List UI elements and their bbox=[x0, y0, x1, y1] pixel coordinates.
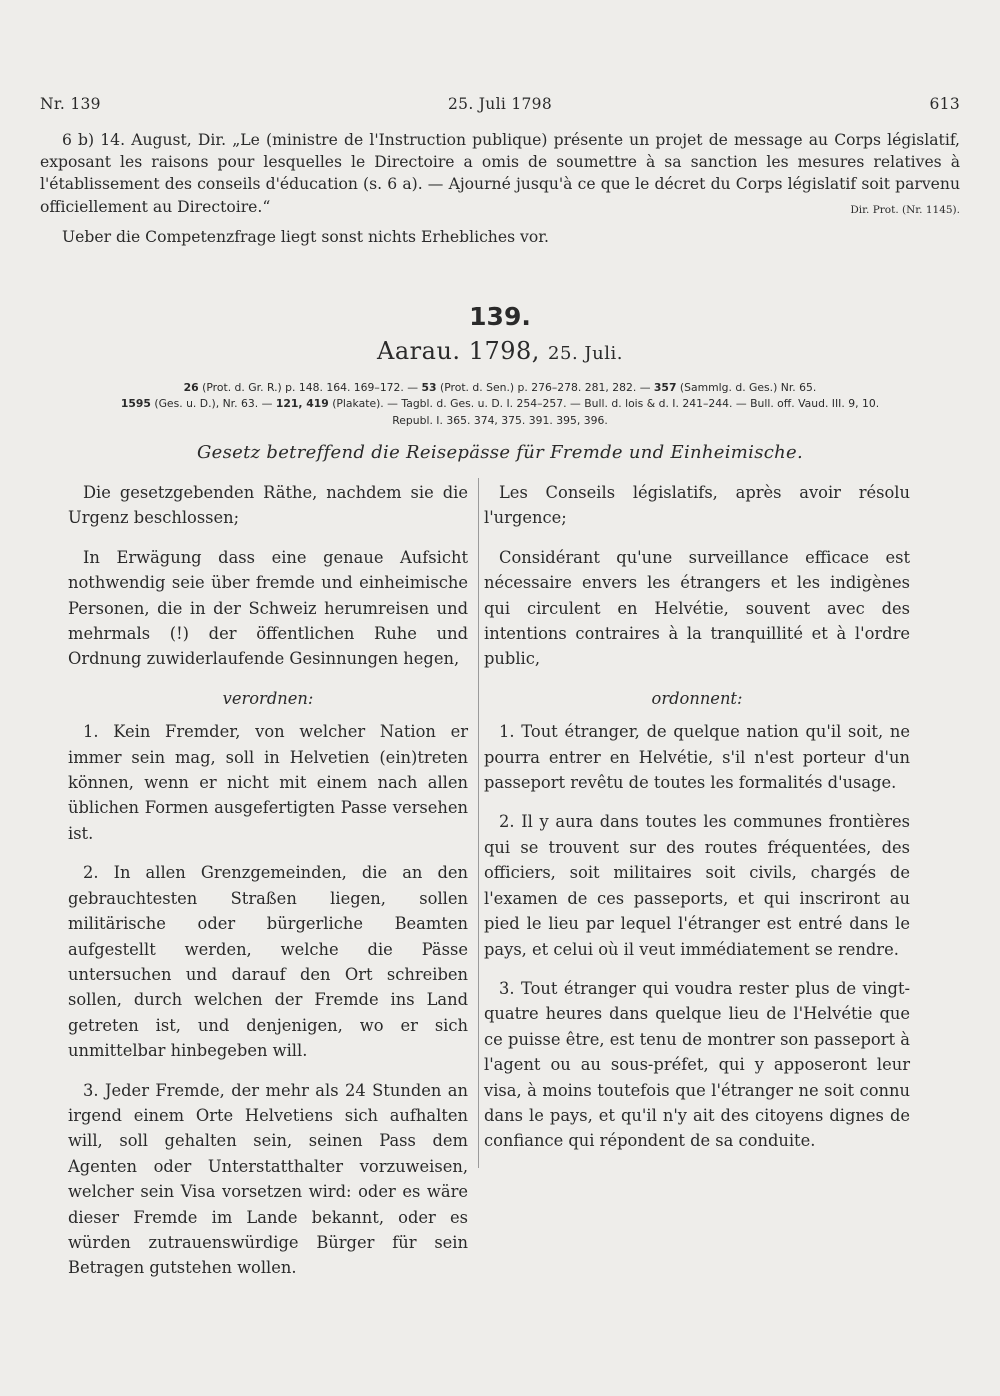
french-preamble-1: Les Conseils législatifs, après avoir résolu l'urgence; bbox=[484, 483, 910, 528]
german-decree: verordnen: bbox=[222, 688, 314, 708]
document-dateline bbox=[0, 337, 1000, 365]
reference-text: (Ges. u. D.), Nr. 63. — bbox=[150, 397, 276, 411]
french-article-2: 2. Il y aura dans toutes les communes frontières qui se trouvent sur des routes fréquentées, des officiers, soit militaires soit civils, chargés de l'examen de ces passeports, et qui inscriront au pied le lieu par lequel l'étranger est entré dans le pays, et celui où il veut immédiatement se rendre. bbox=[484, 812, 910, 959]
french-article-3: 3. Tout étranger qui voudra rester plus de vingt-quatre heures dans quelque lieu de l'Helvétie que ce puisse être, est tenu de montrer son passeport à l'agent ou au sous-préfet, qui y apposeront leur visa, à moins toutefois que l'étranger ne soit connu dans le pays, et qu'il n'y ait des citoyens dignes de confiance qui répondent de sa conduite. bbox=[484, 978, 910, 1151]
reference-text: (Sammlg. d. Ges.) Nr. 65. bbox=[676, 381, 817, 394]
intro-paragraph bbox=[40, 129, 960, 218]
document-number: 139. bbox=[469, 302, 531, 331]
document-place: Aarau. bbox=[377, 337, 461, 365]
reference-line-2 bbox=[40, 396, 960, 412]
german-preamble-2: In Erwägung dass eine genaue Aufsicht nothwendig seie über fremde und einheimische Personen, die in der Schweiz herumreisen und mehrmals (!) der öffentlichen Ruhe und Ordnung zuwiderlaufende Gesinnungen hegen, bbox=[68, 547, 468, 669]
reference-text: (Prot. d. Gr. R.) p. 148. 164. 169–172. — bbox=[198, 381, 422, 394]
source-references bbox=[40, 380, 960, 429]
document-day: 25. Juli. bbox=[548, 343, 623, 364]
german-article-3: 3. Jeder Fremde, der mehr als 24 Stunden an irgend einem Orte Helvetiens sich aufhalten will, soll gehalten sein, seinen Pass dem Agenten oder Unterstatthalter vorzuweisen, welcher sein Visa vorsetzen wird: oder es wäre dieser Fremde im Lande bekannt, oder es würden zutrauenswürdige Bürger für sein Betragen gutstehen wollen. bbox=[68, 1080, 468, 1278]
german-column bbox=[68, 480, 468, 1295]
german-article-2: 2. In allen Grenzgemeinden, die an den gebrauchtesten Straßen liegen, sollen militärische oder bürgerliche Beamten aufgestellt werden, welche die Pässe untersuchen und darauf den Ort schreiben sollen, durch welchen der Fremde ins Land getreten ist, und denjenigen, wo er sich unmittelbar hinbegeben will. bbox=[68, 863, 468, 1061]
running-header bbox=[40, 95, 960, 117]
intro-note: Ueber die Competenzfrage liegt sonst nichts Erhebliches vor. bbox=[62, 227, 549, 246]
german-article-1: 1. Kein Fremder, von welcher Nation er immer sein mag, soll in Helvetien (ein)treten können, wenn er nicht mit einem nach allen üblichen Formen ausgefertigten Passe versehen ist. bbox=[68, 722, 468, 843]
french-column bbox=[484, 480, 910, 1168]
reference-bold: 53 bbox=[421, 381, 437, 394]
french-preamble-2: Considérant qu'une surveillance efficace est nécessaire envers les étrangers et les indigènes qui circulent en Helvétie, souvent avec des intentions contraires à la tranquillité et à l'ordre public, bbox=[484, 547, 910, 669]
law-title: Gesetz betreffend die Reisepässe für Fremde und Einheimische. bbox=[196, 442, 804, 463]
reference-bold: 26 bbox=[183, 381, 199, 394]
intro-section bbox=[40, 129, 960, 248]
reference-text: (Plakate). — Tagbl. d. Ges. u. D. I. 254–257. — Bull. d. lois & d. I. 241–244. — Bull. off. Vaud. III. 9, 10. bbox=[328, 397, 880, 411]
header-date: 25. Juli 1798 bbox=[448, 95, 552, 113]
document-year: 1798, bbox=[468, 337, 540, 365]
intro-source: Dir. Prot. (Nr. 1145). bbox=[850, 203, 960, 216]
reference-line-1 bbox=[40, 380, 960, 396]
reference-bold: 1595 bbox=[120, 397, 151, 411]
header-document-number: Nr. 139 bbox=[40, 95, 101, 113]
intro-paragraph-text: 6 b) 14. August, Dir. „Le (ministre de l'Instruction publique) présente un projet de message au Corps législatif, exposant les raisons pour lesquelles le Directoire a omis de soumettre à sa sanction les mesures relatives à l'établissement des conseils d'éducation (s. 6 a). — Ajourné jusqu'à ce que le décret du Corps législatif soit parvenu officiellement au Directoire.“ bbox=[40, 131, 960, 216]
reference-bold: 357 bbox=[653, 381, 677, 394]
reference-line-3: Republ. I. 365. 374, 375. 391. 395, 396. bbox=[392, 413, 608, 427]
german-preamble-1: Die gesetzgebenden Räthe, nachdem sie die Urgenz beschlossen; bbox=[68, 483, 468, 528]
column-divider bbox=[478, 478, 479, 1168]
french-article-1: 1. Tout étranger, de quelque nation qu'il soit, ne pourra entrer en Helvétie, s'il n'est porteur d'un passeport revêtu de toutes les formalités d'usage. bbox=[484, 722, 910, 793]
reference-text: (Prot. d. Sen.) p. 276–278. 281, 282. — bbox=[436, 381, 654, 394]
french-decree: ordonnent: bbox=[651, 688, 743, 708]
reference-bold: 121, 419 bbox=[275, 397, 329, 411]
page-number: 613 bbox=[929, 95, 960, 113]
